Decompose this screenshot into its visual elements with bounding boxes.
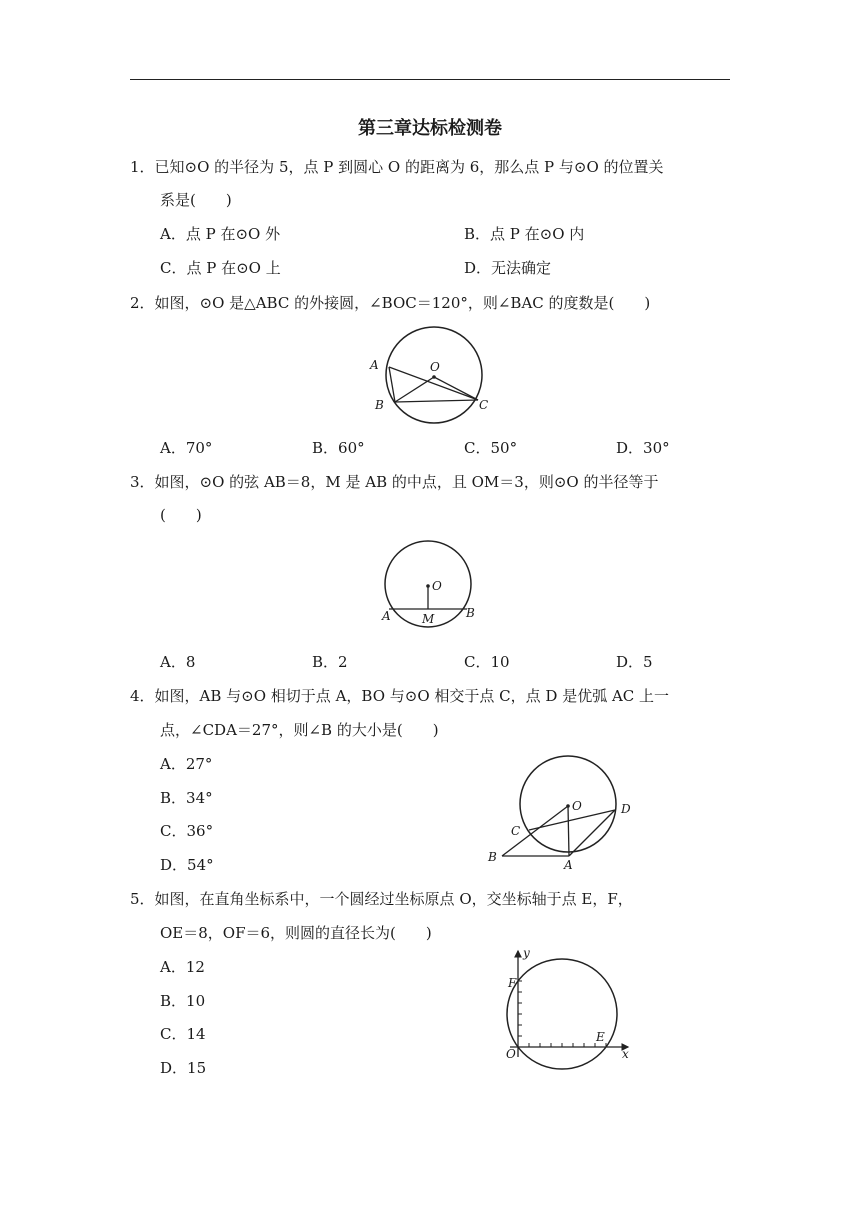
q3-option-c[interactable]: C．10 [464, 653, 510, 671]
q5-option-b[interactable]: B．10 [160, 992, 206, 1010]
q3-label-o: O [432, 579, 442, 593]
q4-option-a[interactable]: A．27° [160, 755, 213, 773]
q4-label-a: A [564, 858, 573, 872]
q1-stem-line-1: 1．已知⊙O 的半径为 5，点 P 到圆心 O 的距离为 6，那么点 P 与⊙O 的位置关 [130, 158, 664, 176]
q1-option-a[interactable]: A．点 P 在⊙O 外 [160, 225, 281, 243]
q3-option-d[interactable]: D．5 [616, 653, 653, 671]
header-rule [130, 79, 730, 80]
q5-label-y: y [523, 946, 530, 960]
q2-segment-ob [395, 377, 434, 402]
q2-label-c: C [479, 398, 489, 412]
q2-segment-bc [395, 400, 478, 402]
q4-option-d[interactable]: D．54° [160, 856, 214, 874]
q2-figure [360, 325, 500, 430]
q4-figure [480, 755, 640, 870]
q5-label-o: O [506, 1047, 516, 1061]
q2-circle [386, 327, 482, 423]
q3-label-m: M [422, 612, 435, 626]
q5-option-a[interactable]: A．12 [160, 958, 205, 976]
q4-segment-oa [568, 806, 569, 856]
q1-stem-line-2: 系是( ) [160, 191, 232, 209]
q5-label-x: x [622, 1047, 629, 1061]
q4-segment-da [569, 810, 615, 856]
q3-label-b: B [466, 606, 475, 620]
q4-stem-line-2: 点，∠CDA＝27°，则∠B 的大小是( ) [160, 721, 439, 739]
q1-option-b[interactable]: B．点 P 在⊙O 内 [464, 225, 585, 243]
q3-option-b[interactable]: B．2 [312, 653, 348, 671]
q2-label-a: A [370, 358, 379, 372]
q3-option-a[interactable]: A．8 [160, 653, 196, 671]
q2-option-a[interactable]: A．70° [160, 439, 213, 457]
q5-option-c[interactable]: C．14 [160, 1025, 206, 1043]
q5-figure [498, 945, 638, 1065]
q4-label-o: O [572, 799, 582, 813]
q5-label-e: E [596, 1030, 605, 1044]
page-title: 第三章达标检测卷 [358, 118, 502, 139]
q5-circle [507, 959, 617, 1069]
q2-label-o: O [430, 360, 440, 374]
q4-option-b[interactable]: B．34° [160, 789, 213, 807]
q1-option-d[interactable]: D．无法确定 [464, 259, 552, 277]
q2-option-b[interactable]: B．60° [312, 439, 365, 457]
q4-label-b: B [488, 850, 497, 864]
q3-label-a: A [382, 609, 391, 623]
q4-center-dot [566, 804, 570, 808]
q3-stem-line-1: 3．如图，⊙O 的弦 AB＝8，M 是 AB 的中点，且 OM＝3，则⊙O 的半径等于 [130, 473, 659, 491]
q2-option-d[interactable]: D．30° [616, 439, 670, 457]
q5-option-d[interactable]: D．15 [160, 1059, 207, 1077]
q3-stem-line-2: ( ) [160, 506, 202, 524]
q4-label-d: D [621, 802, 631, 816]
q2-stem-line-1: 2．如图，⊙O 是△ABC 的外接圆，∠BOC＝120°，则∠BAC 的度数是( ) [130, 294, 651, 312]
q2-center-dot [432, 375, 436, 379]
q2-option-c[interactable]: C．50° [464, 439, 518, 457]
q4-stem-line-1: 4．如图，AB 与⊙O 相切于点 A，BO 与⊙O 相交于点 C，点 D 是优弧 AC 上一 [130, 687, 670, 705]
q3-figure [375, 540, 485, 630]
q1-option-c[interactable]: C．点 P 在⊙O 上 [160, 259, 281, 277]
q5-stem-line-2: OE＝8，OF＝6，则圆的直径长为( ) [160, 924, 432, 942]
q4-segment-cd [529, 810, 615, 830]
q2-label-b: B [375, 398, 384, 412]
q4-label-c: C [511, 824, 521, 838]
q5-label-f: F [508, 976, 517, 990]
q5-stem-line-1: 5．如图，在直角坐标系中，一个圆经过坐标原点 O，交坐标轴于点 E，F， [130, 890, 633, 908]
q2-segment-oc [434, 377, 478, 400]
q4-option-c[interactable]: C．36° [160, 822, 214, 840]
q3-center-dot [426, 584, 430, 588]
